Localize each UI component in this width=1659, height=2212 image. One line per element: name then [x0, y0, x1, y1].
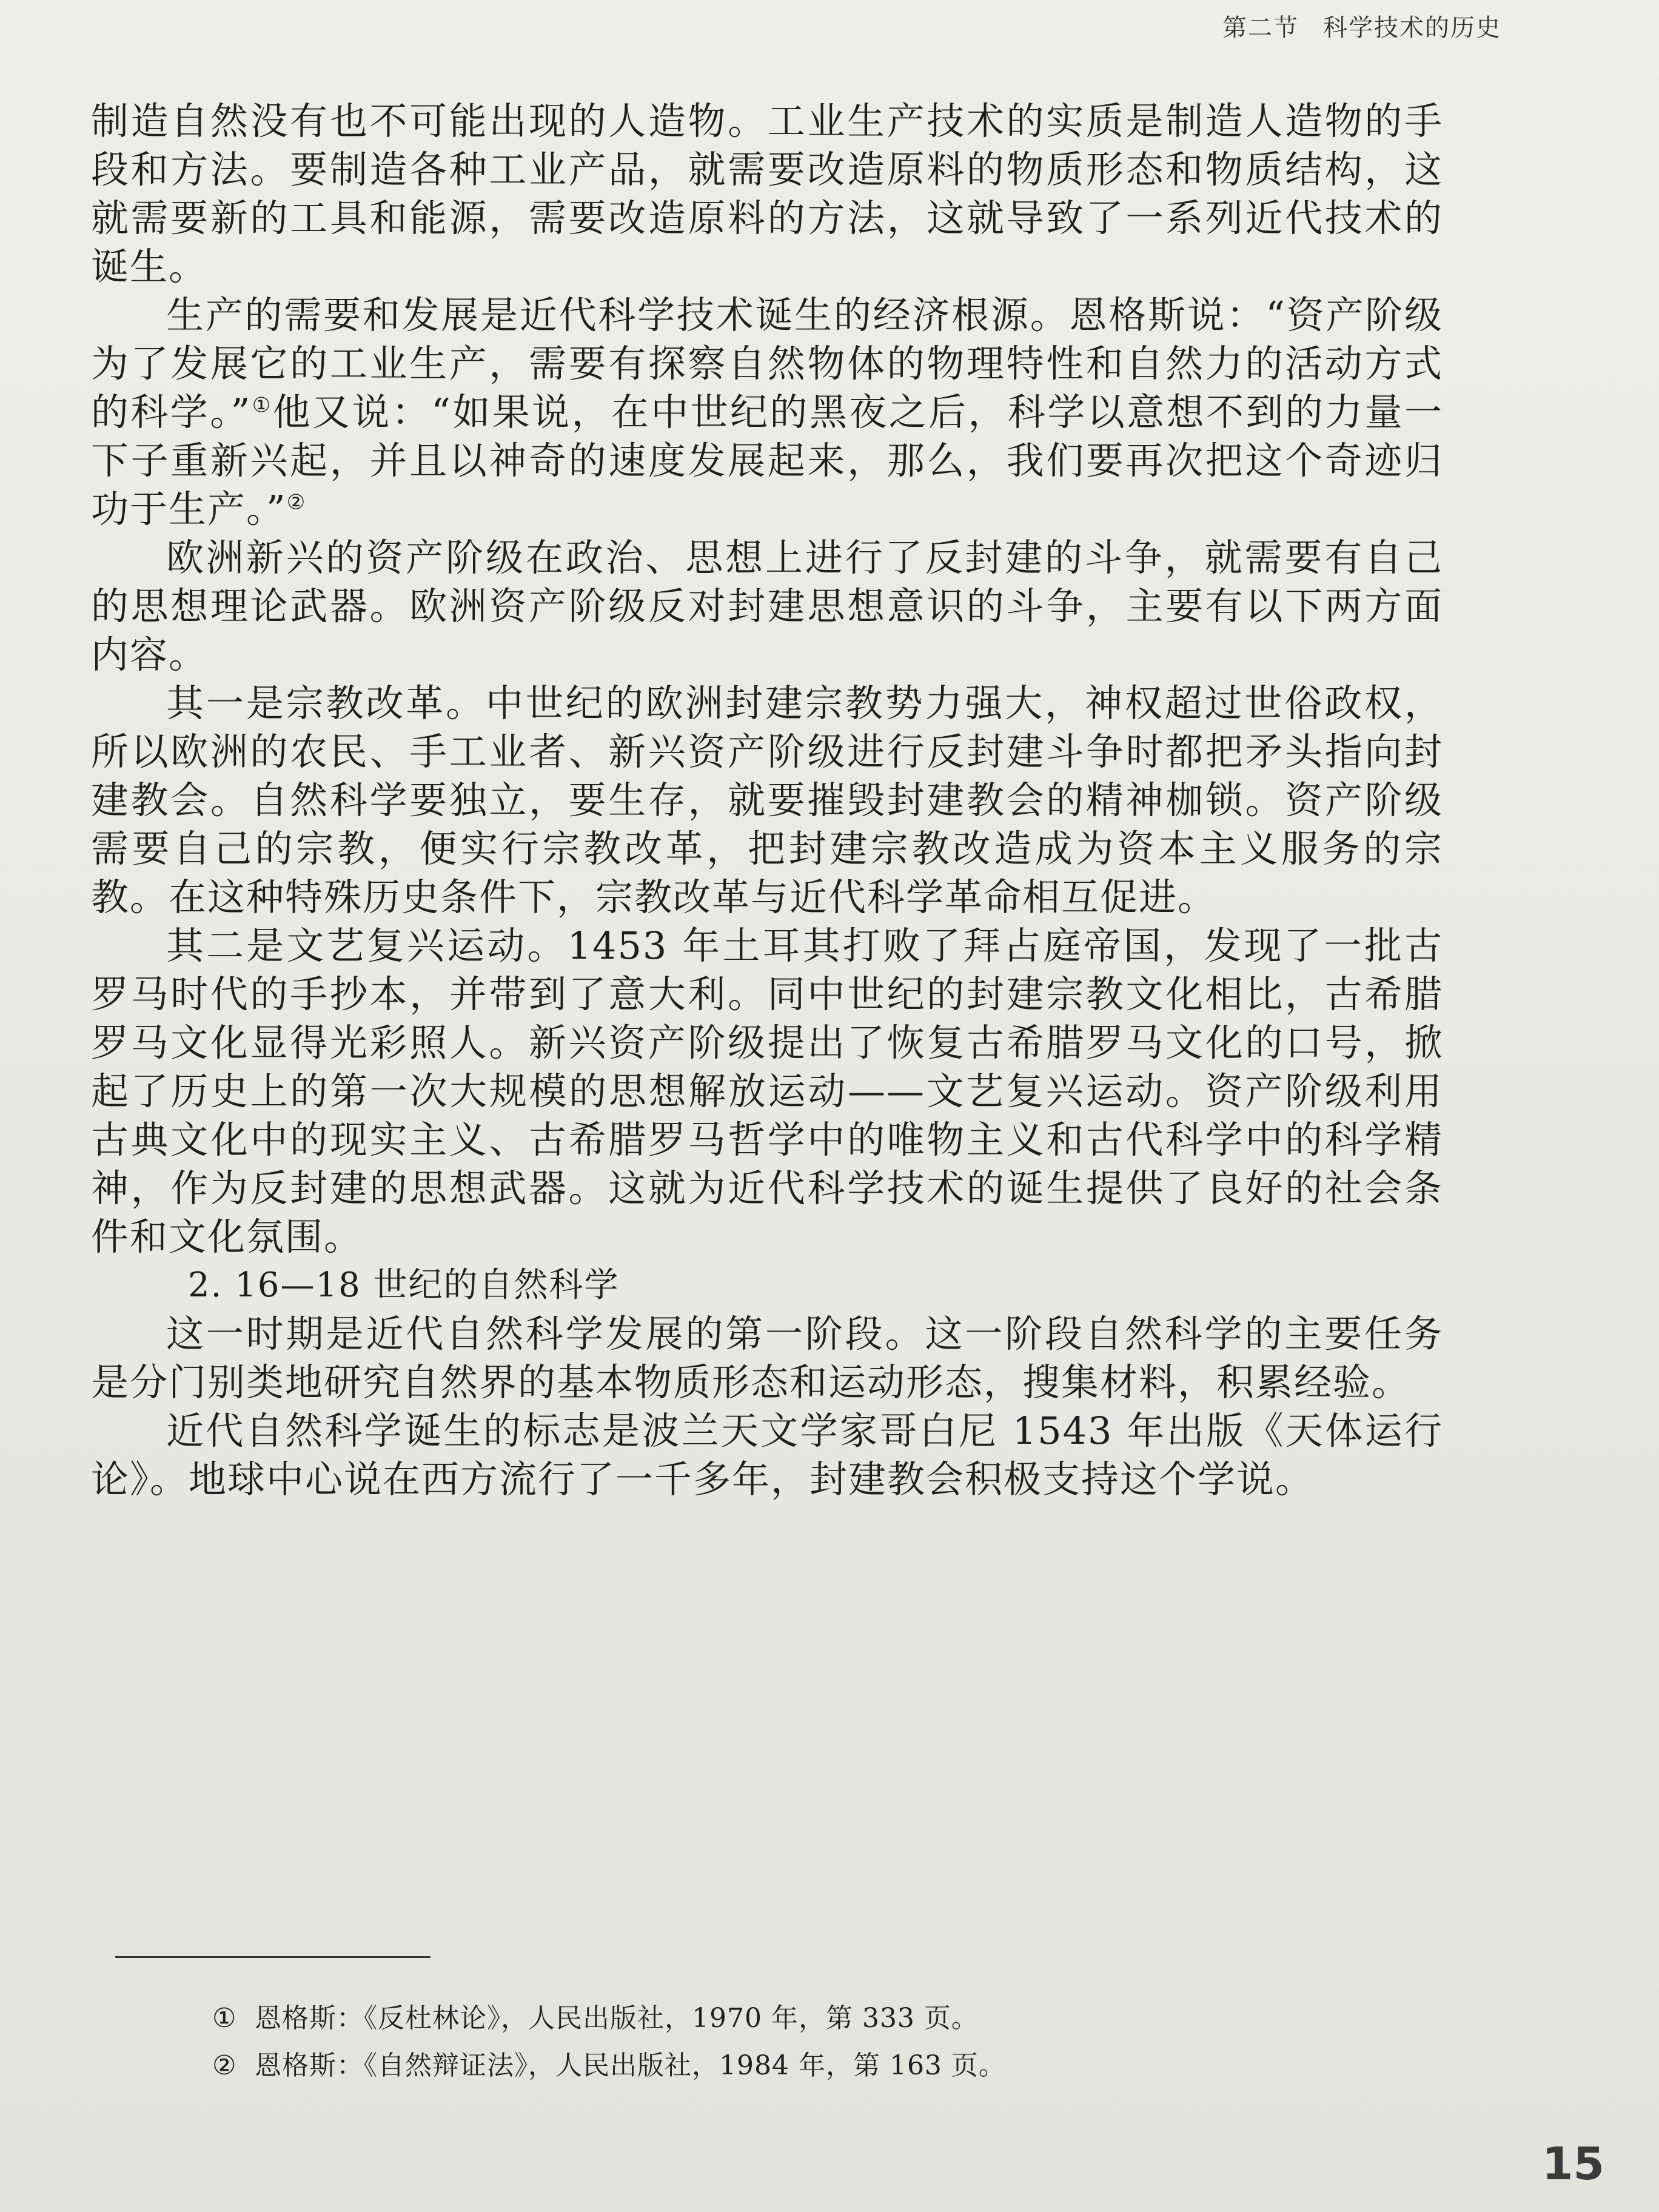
paragraph-renaissance: 其二是文艺复兴运动。1453 年土耳其打败了拜占庭帝国，发现了一批古罗马时代的手抄本，并带到了意大利。同中世纪的封建宗教文化相比，古希腊罗马文化显得光彩照人。新兴资产阶级提出了恢复古希腊罗马文化的口号，掀起了历史上的第一次大规模的思想解放运动——文艺复兴运动。资产阶级利用古典文化中的现实主义、古希腊罗马哲学中的唯物主义和古代科学中的科学精神，作为反封建的思想武器。这就为近代科学技术的诞生提供了良好的社会条件和文化氛围。 [91, 923, 1443, 1259]
page-number: 15 [1542, 2138, 1604, 2190]
footnotes [212, 1995, 1364, 2090]
paragraph-continued: 制造自然没有也不可能出现的人造物。工业生产技术的实质是制造人造物的手段和方法。要制造各种工业产品，就需要改造原料的物质形态和物质结构，这就需要新的工具和能源，需要改造原料的方法，这就导致了一系列近代技术的诞生。 [91, 99, 1443, 289]
footnote-text: 恩格斯：《自然辩证法》，人民出版社，1984 年，第 163 页。 [255, 2050, 1006, 2081]
running-head-section: 第二节 [1222, 14, 1299, 42]
footnote-ref-2: ② [286, 490, 307, 515]
paragraph-bourgeoisie: 欧洲新兴的资产阶级在政治、思想上进行了反封建的斗争，就需要有自己的思想理论武器。欧洲资产阶级反对封建思想意识的斗争，主要有以下两方面内容。 [91, 535, 1443, 677]
footnote-mark: ② [212, 2050, 237, 2081]
paragraph-first-stage: 这一时期是近代自然科学发展的第一阶段。这一阶段自然科学的主要任务是分门别类地研究自然界的基本物质形态和运动形态，搜集材料，积累经验。 [91, 1312, 1443, 1404]
section-heading: 2. 16—18 世纪的自然科学 [188, 1265, 620, 1305]
quote-continuation: 他又说：“如果说，在中世纪的黑夜之后，科学以意想不到的力量一下子重新兴起，并且以神奇的速度发展起来，那么，我们要再次把这个奇迹归功于生产。” [91, 390, 1443, 531]
footnote-text: 恩格斯：《反杜林论》，人民出版社，1970 年，第 333 页。 [255, 2003, 979, 2034]
footnote-divider [115, 1956, 431, 1958]
footnote-item [212, 2042, 1364, 2090]
paragraph-economic-root [91, 291, 1443, 534]
footnote-mark: ① [212, 2003, 237, 2034]
footnote-ref-1: ① [251, 393, 273, 418]
body-text [91, 97, 1443, 1504]
paragraph-reformation: 其一是宗教改革。中世纪的欧洲封建宗教势力强大，神权超过世俗政权，所以欧洲的农民、手工业者、新兴资产阶级进行反封建斗争时都把矛头指向封建教会。自然科学要独立，要生存，就要摧毁封建教会的精神枷锁。资产阶级需要自己的宗教，便实行宗教改革，把封建宗教改造成为资本主义服务的宗教。在这种特殊历史条件下，宗教改革与近代科学革命相互促进。 [91, 681, 1443, 919]
running-head [1222, 8, 1501, 43]
paragraph-copernicus: 近代自然科学诞生的标志是波兰天文学家哥白尼 1543 年出版《天体运行论》。地球中心说在西方流行了一千多年，封建教会积极支持这个学说。 [91, 1409, 1443, 1501]
paragraph-text: 生产的需要和发展是近代科学技术诞生的经济根源。恩格斯说：“资产阶级为了发展它的工业生产，需要有探察自然物体的物理特性和自然力的活动方式的科学。” [91, 293, 1443, 434]
running-head-title: 科学技术的历史 [1323, 14, 1501, 42]
footnote-item [212, 1995, 1364, 2042]
